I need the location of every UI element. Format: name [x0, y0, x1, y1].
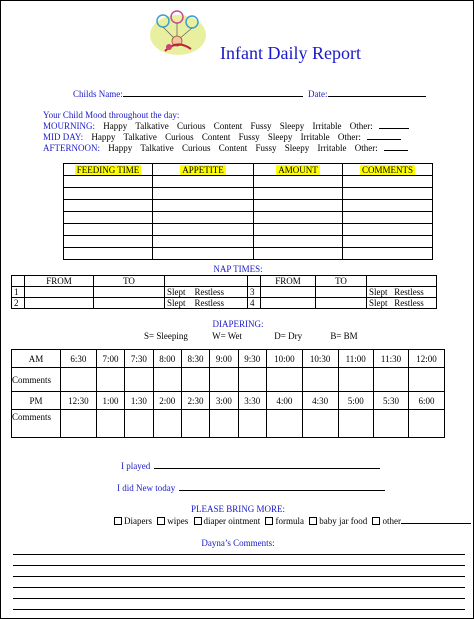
- feeding-header-cell: FEEDING TIME: [64, 164, 153, 176]
- comment-cell[interactable]: [238, 368, 266, 392]
- mood-other-field[interactable]: [367, 139, 401, 140]
- mood-row-midday: [43, 132, 407, 142]
- comments-title: Dayna’s Comments:: [201, 538, 275, 548]
- time-cell: 6:30: [61, 350, 97, 368]
- mood-option[interactable]: Content: [218, 143, 248, 153]
- am-row: [12, 350, 445, 368]
- legend-sleeping: S= Sleeping: [144, 331, 188, 341]
- table-row[interactable]: 2 Slept Restless 4 Slept Restless: [12, 298, 437, 309]
- childs-name-label: Childs Name:: [73, 89, 123, 99]
- comment-cell[interactable]: [210, 410, 238, 438]
- time-cell: 1:00: [96, 392, 124, 410]
- comment-cell[interactable]: [153, 410, 181, 438]
- played-field[interactable]: [154, 468, 380, 469]
- comment-cell[interactable]: [338, 368, 373, 392]
- table-row[interactable]: [64, 212, 433, 224]
- feeding-header-cell: COMMENTS: [343, 164, 433, 176]
- diapering-table: [11, 349, 445, 438]
- table-row[interactable]: [64, 200, 433, 212]
- comment-cell[interactable]: [125, 368, 153, 392]
- mood-option[interactable]: Irritable: [317, 143, 347, 153]
- time-cell: 2:00: [153, 392, 181, 410]
- other-field[interactable]: [401, 523, 471, 524]
- pm-comments-row: [12, 410, 445, 438]
- comment-line[interactable]: [13, 587, 465, 588]
- comment-cell[interactable]: [409, 368, 445, 392]
- mood-row-label: MOURNING:: [43, 121, 96, 131]
- diapering-legend: [144, 331, 358, 341]
- mood-option[interactable]: Fussy: [250, 121, 272, 131]
- mood-option[interactable]: Talkative: [135, 121, 169, 131]
- time-cell: 11:00: [338, 350, 373, 368]
- baby-logo-icon: [147, 9, 209, 57]
- mood-other-label: Other:: [349, 121, 373, 131]
- nap-header-row: [12, 276, 437, 287]
- mood-option[interactable]: Fussy: [238, 132, 260, 142]
- mood-option[interactable]: Curious: [165, 132, 194, 142]
- comments-label: Comments: [12, 410, 61, 438]
- mood-row-label: MID DAY:: [43, 132, 84, 142]
- legend-wet: W= Wet: [212, 331, 243, 341]
- time-cell: 7:30: [125, 350, 153, 368]
- checkbox[interactable]: [372, 517, 380, 525]
- time-cell: 5:00: [338, 392, 373, 410]
- mood-option[interactable]: Fussy: [255, 143, 277, 153]
- bring-more-items: [111, 516, 471, 526]
- comment-cell[interactable]: [302, 410, 338, 438]
- checkbox[interactable]: [114, 517, 122, 525]
- new-today-field[interactable]: [179, 490, 385, 491]
- nap-title: NAP TIMES:: [213, 264, 263, 274]
- time-cell: 9:30: [238, 350, 266, 368]
- comment-cell[interactable]: [266, 410, 302, 438]
- bring-item-label: wipes: [167, 516, 189, 526]
- diapering-title: DIAPERING:: [212, 319, 264, 329]
- nap-to-header: TO: [316, 276, 367, 287]
- mood-other-field[interactable]: [384, 150, 408, 151]
- mood-option[interactable]: Curious: [181, 143, 211, 153]
- comment-cell[interactable]: [409, 410, 445, 438]
- mood-other-label: Other:: [354, 143, 378, 153]
- am-comments-row: [12, 368, 445, 392]
- comment-cell[interactable]: [266, 368, 302, 392]
- mood-row-morning: [43, 121, 415, 131]
- mood-option[interactable]: Happy: [103, 121, 128, 131]
- mood-option[interactable]: Sleepy: [284, 143, 310, 153]
- comment-line[interactable]: [13, 554, 465, 555]
- comment-cell[interactable]: [238, 410, 266, 438]
- table-row[interactable]: 1 Slept Restless 3 Slept Restless: [12, 287, 437, 298]
- nap-table: [11, 275, 437, 309]
- comment-cell[interactable]: [373, 410, 408, 438]
- time-cell: 10:00: [266, 350, 302, 368]
- mood-other-label: Other:: [337, 132, 361, 142]
- feeding-header-row: [64, 164, 433, 176]
- mood-option[interactable]: Happy: [91, 132, 116, 142]
- nap-from-header: FROM: [261, 276, 316, 287]
- played-label: I played: [121, 461, 151, 471]
- childs-name-row: [73, 89, 303, 99]
- mood-option[interactable]: Sleepy: [279, 121, 305, 131]
- mood-option[interactable]: Irritable: [300, 132, 330, 142]
- comment-cell[interactable]: [181, 368, 209, 392]
- comment-cell[interactable]: [373, 368, 408, 392]
- bring-more-title: PLEASE BRING MORE:: [190, 504, 285, 514]
- mood-option[interactable]: Content: [201, 132, 231, 142]
- table-row[interactable]: [64, 176, 433, 188]
- mood-option[interactable]: Happy: [108, 143, 133, 153]
- mood-option[interactable]: Irritable: [312, 121, 342, 131]
- nap-to-header: TO: [94, 276, 165, 287]
- comment-cell[interactable]: [61, 368, 97, 392]
- feeding-header-cell: APPETITE: [153, 164, 254, 176]
- mood-row-label: AFTERNOON:: [43, 143, 101, 153]
- time-cell: 9:00: [210, 350, 238, 368]
- comment-cell[interactable]: [61, 410, 97, 438]
- comment-line[interactable]: [13, 598, 465, 599]
- time-cell: 4:30: [302, 392, 338, 410]
- comment-line[interactable]: [13, 576, 465, 577]
- comment-cell[interactable]: [210, 368, 238, 392]
- time-cell: 3:30: [238, 392, 266, 410]
- table-row[interactable]: [64, 236, 433, 248]
- mood-heading: Your Child Mood throughout the day:: [43, 110, 180, 120]
- comment-line[interactable]: [13, 609, 465, 610]
- mood-other-field[interactable]: [379, 128, 409, 129]
- checkbox[interactable]: [194, 517, 202, 525]
- new-today-row: [117, 483, 385, 493]
- checkbox[interactable]: [265, 517, 273, 525]
- childs-name-field[interactable]: [123, 96, 303, 97]
- time-cell: 3:00: [210, 392, 238, 410]
- feeding-header-cell: AMOUNT: [254, 164, 343, 176]
- comment-cell[interactable]: [96, 410, 124, 438]
- pm-row: [12, 392, 445, 410]
- bring-item-label: baby jar food: [319, 516, 368, 526]
- comments-label: Comments: [12, 368, 61, 392]
- comment-cell[interactable]: [153, 368, 181, 392]
- mood-option[interactable]: Talkative: [140, 143, 174, 153]
- mood-option[interactable]: Sleepy: [267, 132, 293, 142]
- bring-item-label: diaper ointment: [203, 516, 261, 526]
- page-title: Infant Daily Report: [220, 43, 361, 63]
- am-label: AM: [12, 350, 61, 368]
- pm-label: PM: [12, 392, 61, 410]
- legend-dry: D= Dry: [274, 331, 303, 341]
- time-cell: 5:30: [373, 392, 408, 410]
- date-field[interactable]: [328, 96, 426, 97]
- time-cell: 11:30: [373, 350, 408, 368]
- time-cell: 7:00: [96, 350, 124, 368]
- time-cell: 12:30: [61, 392, 97, 410]
- table-row[interactable]: [64, 248, 433, 260]
- time-cell: 4:00: [266, 392, 302, 410]
- comment-cell[interactable]: [338, 410, 373, 438]
- checkbox[interactable]: [157, 517, 165, 525]
- mood-option[interactable]: Talkative: [123, 132, 157, 142]
- time-cell: 2:30: [181, 392, 209, 410]
- time-cell: 1:30: [125, 392, 153, 410]
- date-row: [308, 89, 426, 99]
- legend-bm: B= BM: [330, 331, 358, 341]
- table-row[interactable]: [64, 224, 433, 236]
- comment-cell[interactable]: [96, 368, 124, 392]
- checkbox[interactable]: [309, 517, 317, 525]
- comment-line[interactable]: [13, 565, 465, 566]
- played-row: [121, 461, 380, 471]
- mood-option[interactable]: Curious: [176, 121, 206, 131]
- comment-cell[interactable]: [181, 410, 209, 438]
- time-cell: 8:00: [153, 350, 181, 368]
- bring-item-label: Diapers: [124, 516, 152, 526]
- table-row[interactable]: [64, 188, 433, 200]
- nap-from-header: FROM: [25, 276, 94, 287]
- bring-item-label: other: [382, 516, 401, 526]
- time-cell: 12:00: [409, 350, 445, 368]
- time-cell: 10:30: [302, 350, 338, 368]
- comment-cell[interactable]: [302, 368, 338, 392]
- date-label: Date:: [308, 89, 328, 99]
- bring-item-label: formula: [275, 516, 304, 526]
- feeding-table: [63, 163, 433, 260]
- mood-option[interactable]: Content: [213, 121, 243, 131]
- new-today-label: I did New today: [117, 483, 176, 493]
- mood-row-afternoon: [43, 143, 414, 153]
- time-cell: 6:00: [409, 392, 445, 410]
- comment-cell[interactable]: [125, 410, 153, 438]
- time-cell: 8:30: [181, 350, 209, 368]
